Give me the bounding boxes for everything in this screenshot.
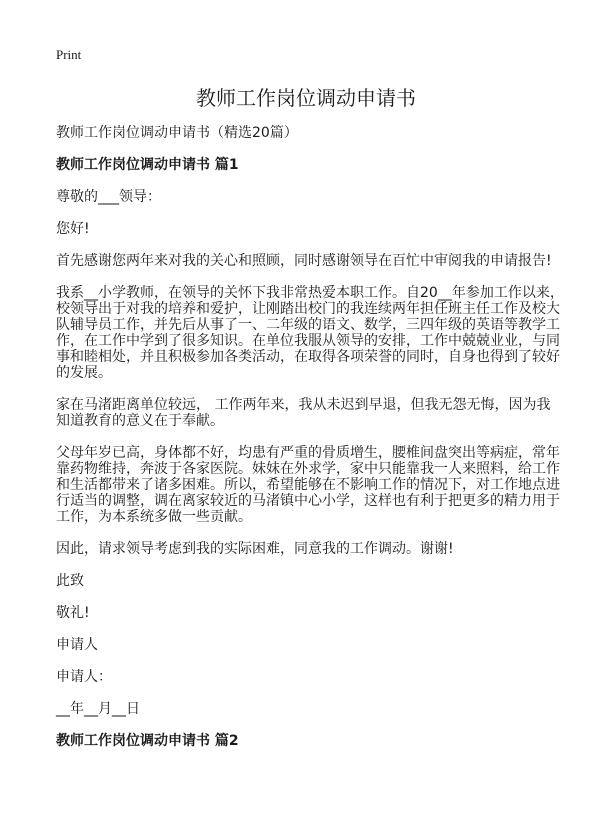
greeting: 尊敬的___领导：	[56, 189, 161, 205]
text-line: 队辅导员工作，并先后从事了一、二年级的语文、数学，三四年级的英语等教学工	[56, 317, 560, 333]
paragraph-3	[56, 397, 556, 429]
section-heading-2: 教师工作岗位调动申请书 篇2	[56, 733, 239, 749]
text-line: 作，在工作中学到了很多知识。在单位我服从领导的安排，工作中兢兢业业，与同	[56, 333, 560, 349]
paragraph-5	[56, 541, 556, 557]
text-line: 校领导出于对我的培养和爱护，让刚踏出校门的我连续两年担任班主任工作及校大	[56, 301, 560, 317]
paragraph-1	[56, 253, 556, 269]
text-line: 家在马渚距离单位较远， 工作两年来，我从未迟到早退，但我无怨无悔，因为我	[56, 397, 551, 413]
print-link[interactable]: Print	[56, 47, 82, 62]
text-line: 事和睦相处，并且积极参加各类活动，在取得各项荣誉的同时，自身也得到了较好	[56, 349, 560, 365]
text-line: 工作，为本系统多做一些贡献。	[56, 509, 252, 525]
applicant-signature: 申请人：	[56, 669, 112, 685]
closing-1: 此致	[56, 573, 84, 589]
closing-2: 敬礼!	[56, 605, 90, 621]
subtitle: 教师工作岗位调动申请书（精选20篇）	[56, 125, 298, 141]
text-line: 因此，请求领导考虑到我的实际困难，同意我的工作调动。谢谢!	[56, 541, 454, 557]
section-heading-1: 教师工作岗位调动申请书 篇1	[56, 157, 239, 173]
page-title: 教师工作岗位调动申请书	[196, 86, 416, 110]
text-line: 首先感谢您两年来对我的关心和照顾，同时感谢领导在百忙中审阅我的申请报告!	[56, 253, 552, 269]
document-page	[56, 47, 564, 765]
text-line: 我系__小学教师，在领导的关怀下我非常热爱本职工作。自20__年参加工作以来，	[56, 285, 564, 301]
date-line: __年__月__日	[56, 701, 140, 717]
text-line: 靠药物维持，奔波于各家医院。妹妹在外求学，家中只能靠我一人来照料，给工作	[56, 461, 560, 477]
applicant-label: 申请人	[56, 637, 98, 653]
text-line: 的发展。	[56, 365, 112, 381]
paragraph-4	[56, 445, 560, 525]
paragraph-2	[56, 285, 564, 381]
hello: 您好!	[56, 221, 90, 237]
text-line: 行适当的调整，调在离家较近的马渚镇中心小学，这样也有利于把更多的精力用于	[56, 493, 560, 509]
text-line: 知道教育的意义在于奉献。	[56, 413, 224, 429]
text-line: 和生活都带来了诸多困难。所以，希望能够在不影响工作的情况下，对工作地点进	[56, 477, 560, 493]
text-line: 父母年岁已高，身体都不好，均患有严重的骨质增生，腰椎间盘突出等病症，常年	[56, 445, 560, 461]
